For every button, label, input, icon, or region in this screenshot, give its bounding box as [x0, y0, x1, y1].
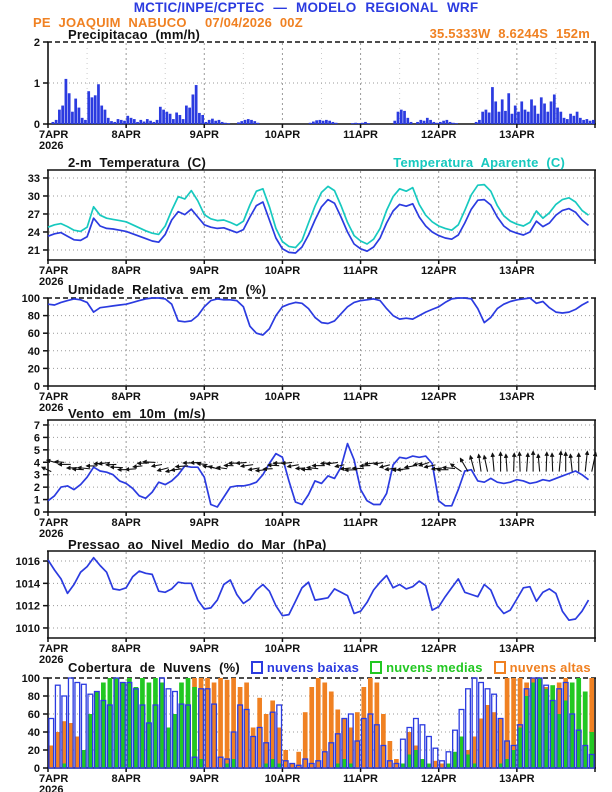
svg-text:80: 80: [27, 310, 40, 323]
svg-text:1016: 1016: [15, 556, 40, 569]
precipitation-title: Precipitacao (mm/h): [68, 27, 201, 42]
svg-text:33: 33: [27, 172, 40, 185]
svg-text:1: 1: [33, 78, 40, 90]
svg-text:10APR: 10APR: [264, 643, 301, 655]
svg-text:2026: 2026: [39, 276, 64, 288]
temperature-title: 2-m Temperatura (C): [68, 155, 206, 170]
svg-text:100: 100: [21, 293, 40, 305]
svg-text:13APR: 13APR: [499, 391, 535, 403]
legend-medium-clouds-label: nuvens medias: [386, 660, 483, 675]
svg-text:4: 4: [33, 457, 40, 470]
station-coordinates: 35.5333W 8.6244S 152m: [429, 26, 590, 41]
svg-text:2: 2: [33, 37, 40, 49]
legend-low-clouds: [251, 660, 359, 675]
svg-text:12APR: 12APR: [420, 265, 457, 277]
svg-text:7APR: 7APR: [39, 517, 69, 529]
svg-text:11APR: 11APR: [343, 265, 379, 277]
svg-text:13APR: 13APR: [499, 265, 535, 277]
svg-text:8APR: 8APR: [111, 391, 141, 403]
svg-text:9APR: 9APR: [189, 773, 219, 785]
high-clouds-swatch-icon: [494, 661, 506, 674]
svg-text:11APR: 11APR: [343, 643, 379, 655]
svg-text:9APR: 9APR: [189, 391, 219, 403]
svg-text:10APR: 10APR: [264, 391, 301, 403]
svg-text:10APR: 10APR: [264, 517, 301, 529]
apparent-temperature-title: Temperatura Aparente (C): [393, 155, 565, 170]
svg-text:8APR: 8APR: [111, 517, 141, 529]
station-name: PE JOAQUIM NABUCO: [33, 15, 187, 30]
svg-text:10APR: 10APR: [264, 265, 301, 277]
svg-text:2026: 2026: [39, 528, 64, 540]
svg-text:10APR: 10APR: [264, 129, 301, 141]
pressure-title: Pressao ao Nivel Medio do Mar (hPa): [68, 537, 327, 552]
svg-text:2026: 2026: [39, 402, 64, 414]
svg-text:7APR: 7APR: [39, 129, 69, 141]
svg-text:8APR: 8APR: [111, 773, 141, 785]
legend-low-clouds-label: nuvens baixas: [266, 660, 360, 675]
svg-text:40: 40: [27, 345, 40, 358]
page-title: MCTIC/INPE/CPTEC — MODELO REGIONAL WRF: [133, 0, 479, 15]
legend-high-clouds-label: nuvens altas: [509, 660, 591, 675]
svg-text:13APR: 13APR: [499, 129, 535, 141]
svg-text:13APR: 13APR: [499, 517, 535, 529]
svg-text:8APR: 8APR: [111, 129, 141, 141]
cloud-cover-title: Cobertura de Nuvens (%): [68, 660, 240, 675]
svg-text:2: 2: [33, 482, 40, 495]
svg-text:9APR: 9APR: [189, 643, 219, 655]
svg-text:12APR: 12APR: [420, 517, 457, 529]
svg-text:13APR: 13APR: [499, 773, 535, 785]
svg-text:24: 24: [27, 226, 40, 239]
run-date: 07/04/2026 00Z: [205, 15, 303, 30]
legend-high-clouds: [494, 660, 591, 675]
svg-text:21: 21: [27, 244, 40, 257]
svg-text:7APR: 7APR: [39, 265, 69, 277]
svg-text:11APR: 11APR: [343, 129, 379, 141]
svg-text:27: 27: [27, 208, 40, 221]
svg-text:12APR: 12APR: [420, 129, 457, 141]
svg-text:0: 0: [33, 381, 40, 393]
svg-text:12APR: 12APR: [420, 773, 457, 785]
svg-text:1014: 1014: [15, 578, 40, 591]
svg-text:6: 6: [33, 432, 40, 445]
legend-medium-clouds: [370, 660, 483, 675]
svg-text:0: 0: [33, 507, 40, 519]
svg-text:12APR: 12APR: [420, 391, 457, 403]
svg-text:40: 40: [27, 727, 40, 739]
svg-text:9APR: 9APR: [189, 517, 219, 529]
wind-title: Vento em 10m (m/s): [68, 406, 206, 421]
svg-text:2026: 2026: [39, 784, 64, 792]
svg-text:11APR: 11APR: [343, 773, 379, 785]
svg-text:7APR: 7APR: [39, 773, 69, 785]
svg-text:2026: 2026: [39, 654, 64, 666]
svg-text:10APR: 10APR: [264, 773, 301, 785]
svg-text:60: 60: [27, 328, 40, 341]
svg-text:100: 100: [21, 673, 40, 685]
svg-text:0: 0: [33, 763, 40, 775]
svg-text:20: 20: [27, 363, 40, 376]
svg-text:20: 20: [27, 745, 40, 757]
svg-text:11APR: 11APR: [343, 517, 379, 529]
svg-text:60: 60: [27, 709, 40, 721]
svg-text:11APR: 11APR: [343, 391, 379, 403]
svg-text:7APR: 7APR: [39, 391, 69, 403]
svg-text:0: 0: [33, 119, 40, 131]
svg-text:1012: 1012: [15, 600, 40, 613]
svg-text:8APR: 8APR: [111, 643, 141, 655]
svg-text:9APR: 9APR: [189, 265, 219, 277]
cloud-cover-header: [68, 660, 591, 675]
svg-text:30: 30: [27, 190, 40, 203]
svg-text:13APR: 13APR: [499, 643, 535, 655]
medium-clouds-swatch-icon: [370, 661, 382, 674]
svg-text:7: 7: [33, 419, 40, 432]
svg-text:7APR: 7APR: [39, 643, 69, 655]
svg-text:1: 1: [33, 494, 40, 507]
svg-text:2026: 2026: [39, 140, 64, 152]
svg-text:3: 3: [33, 469, 40, 482]
svg-text:8APR: 8APR: [111, 265, 141, 277]
svg-text:9APR: 9APR: [189, 129, 219, 141]
humidity-title: Umidade Relativa em 2m (%): [68, 282, 267, 297]
svg-text:80: 80: [27, 691, 40, 703]
low-clouds-swatch-icon: [251, 661, 263, 674]
svg-text:5: 5: [33, 444, 40, 457]
svg-text:12APR: 12APR: [420, 643, 457, 655]
svg-text:1010: 1010: [15, 622, 40, 635]
